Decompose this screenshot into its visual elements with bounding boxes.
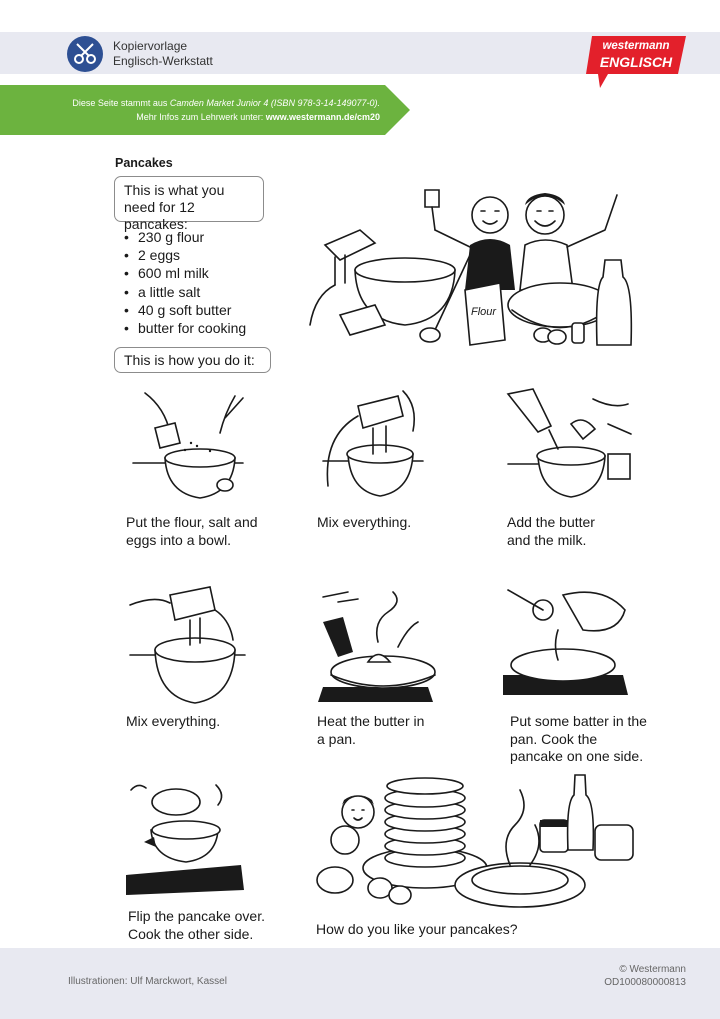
step1-text: Put the flour, salt and eggs into a bowl. [126, 514, 258, 548]
how-box: This is how you do it: [114, 347, 271, 373]
step1-illustration [125, 388, 250, 503]
illustration-credit: Illustrationen: Ulf Marckwort, Kassel [68, 976, 227, 987]
ingredient-item: • butter for cooking [124, 319, 246, 337]
step3-illustration [503, 384, 638, 504]
ingredient-item: • 600 ml milk [124, 264, 246, 282]
step3-text: Add the butter and the milk. [507, 514, 595, 548]
copyright [604, 963, 686, 989]
ingredient-item: • a little salt [124, 283, 246, 301]
source-info [72, 96, 380, 124]
step6-illustration [503, 585, 633, 705]
source-url-link[interactable]: www.westermann.de/cm20 [265, 112, 380, 122]
step5-text: Heat the butter in a pan. [317, 713, 425, 747]
ingredient-item: • 230 g flour [124, 228, 246, 246]
brand-bottom: ENGLISCH [599, 54, 673, 70]
source-line2-prefix: Mehr Infos zum Lehrwerk unter: [136, 112, 266, 122]
series-line2: Englisch-Werkstatt [113, 54, 213, 68]
step5-illustration [318, 587, 440, 702]
copyright-text: © Westermann [619, 964, 686, 975]
step2-illustration [318, 386, 428, 501]
step7-text: Flip the pancake over. Cook the other side. [128, 908, 265, 942]
series-line1: Kopiervorlage [113, 39, 188, 53]
page-title: Pancakes [115, 156, 173, 170]
brand-top: westermann [602, 40, 670, 52]
scissors-icon [67, 36, 103, 72]
flour-label: Flour [471, 306, 497, 318]
ingredients-list [124, 228, 246, 337]
document-code: OD100080000813 [604, 977, 686, 988]
ingredient-item: • 2 eggs [124, 246, 246, 264]
source-book-title: Camden Market Junior 4 (ISBN 978-3-14-149077-0). [169, 98, 380, 108]
step7-illustration [126, 780, 244, 898]
kids-cooking-illustration [305, 185, 640, 355]
source-line1-prefix: Diese Seite stammt aus [72, 98, 170, 108]
pancake-stack [385, 778, 465, 867]
series-title [113, 39, 213, 69]
brand-logo [586, 36, 686, 88]
need-box: This is what you need for 12 pancakes: [114, 176, 264, 222]
step6-text: Put some batter in the pan. Cook the pancake on one side. [510, 713, 647, 764]
ingredient-item: • 40 g soft butter [124, 301, 246, 319]
pancake-stack-illustration [310, 770, 640, 915]
step4-illustration [125, 585, 250, 710]
step4-text: Mix everything. [126, 713, 221, 729]
step8-text: How do you like your pancakes? [316, 921, 518, 937]
step2-text: Mix everything. [317, 514, 412, 530]
